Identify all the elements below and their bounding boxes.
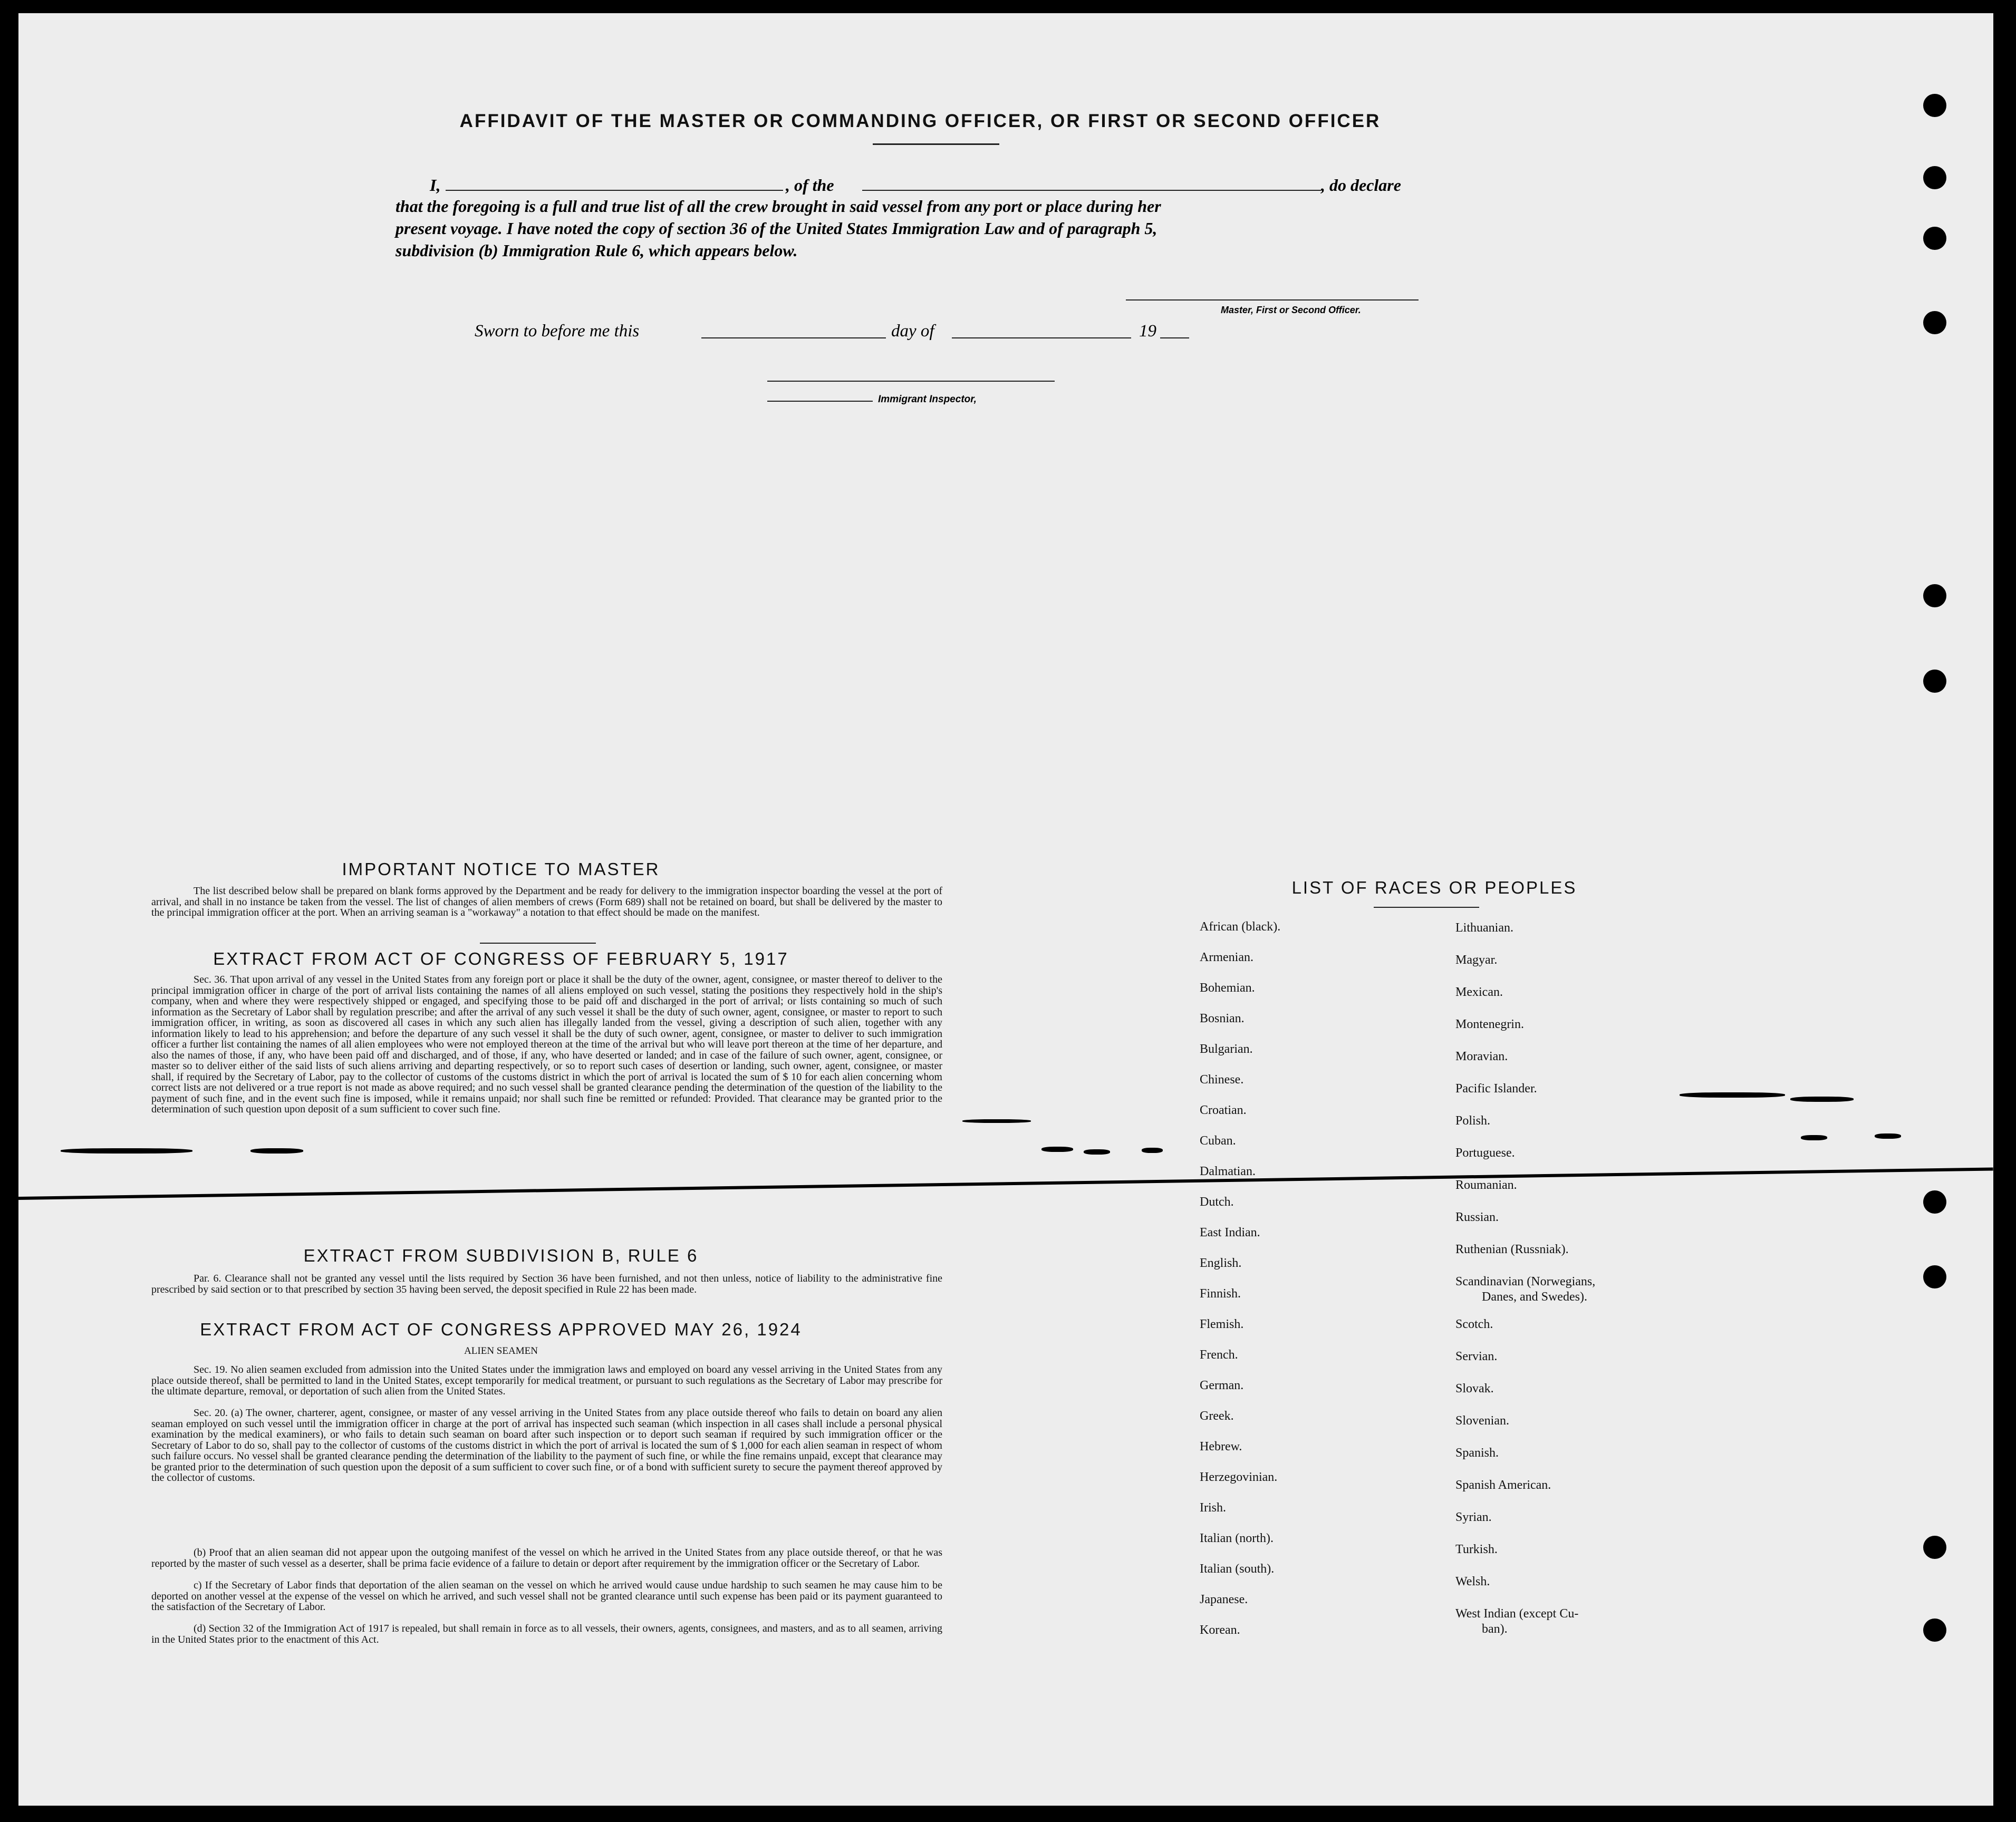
declaration-line-1: that the foregoing is a full and true list of all the crew brought in said vessel from any port or place during her: [396, 197, 1161, 216]
rule6-text: Par. 6. Clearance shall not be granted any vessel until the lists required by Section 36 have been furnished, and not then unless, notice of liability to the administrative fine prescribed by said section or to that prescribed by section 35 having been served, the deposit specified in Rule 22 has been made.: [151, 1273, 942, 1295]
race-item: Cuban.: [1200, 1134, 1236, 1148]
extract-1924-title: EXTRACT FROM ACT OF CONGRESS APPROVED MAY 26, 1924: [200, 1320, 802, 1339]
race-item: Ruthenian (Russniak).: [1455, 1243, 1569, 1256]
binder-hole: [1923, 584, 1946, 607]
race-item: Finnish.: [1200, 1287, 1241, 1301]
rule6-title: EXTRACT FROM SUBDIVISION B, RULE 6: [303, 1246, 699, 1265]
race-item: German.: [1200, 1379, 1244, 1392]
binder-hole: [1923, 1619, 1946, 1642]
race-item: Syrian.: [1455, 1510, 1492, 1524]
race-item: Spanish.: [1455, 1446, 1499, 1460]
race-item: Magyar.: [1455, 953, 1498, 967]
extract-1917-text: Sec. 36. That upon arrival of any vessel in the United States from any foreign port or place it shall be the duty of the owner, agent, consignee, or master thereof to deliver to the principal immigration officer in charge of the port of arrival lists containing the names of all aliens employed on such vessel, stating the positions they respectively hold in the ship's company, when and where they were respectively shipped or engaged, and specifying those to be paid off and discharged in the port of arrival; or lists containing so much of such information as the Secretary of Labor shall by regulation prescribe; and after the arrival of any such vessel it shall be the duty of such owner, agent, consignee, or master to report to such immigration officer, in writing, as soon as discovered all cases in which any such alien has illegally landed from the vessel, giving a description of such alien, together with any information likely to lead to his apprehension; and before the departure of any such vessel it shall be the duty of such owner, agent, consignee, or master to deliver to such immigration officer a further list containing the names of all alien employees who were not employed thereon at the time of the arrival but who will leave port thereon at the time of her departure, and also the names of those, if any, who have been paid off and discharged, and of those, if any, who have deserted or landed; and in case of the failure of such owner, agent, consignee, or master so to deliver either of the said lists of such aliens arriving and departing respectively, or so to report such cases of desertion or landing, such owner, agent, consignee, or master shall, if required by the Secretary of Labor, pay to the collector of customs of the customs district in which the port of arrival is located the sum of $ 10 for each alien concerning whom correct lists are not delivered or a true report is not made as above required; and no such vessel shall be granted clearance pending the determination of the question of the liability to the payment of such fine, and in the event such fine is imposed, while it remains unpaid; nor shall such fine be remitted or refunded: Provided. That clearance may be granted prior to the determination of such question upon deposit of a sum sufficient to cover such fine.: [151, 974, 942, 1115]
declaration-of-the: , of the: [786, 176, 834, 195]
race-item: Pacific Islander.: [1455, 1082, 1537, 1096]
race-item: Armenian.: [1200, 951, 1253, 964]
scan-smudge: [1790, 1097, 1854, 1102]
binder-hole: [1923, 1536, 1946, 1559]
race-item: Montenegrin.: [1455, 1017, 1524, 1031]
scan-smudge: [1801, 1135, 1827, 1140]
race-item: Turkish.: [1455, 1543, 1498, 1556]
sec20-c-text: c) If the Secretary of Labor finds that deportation of the alien seaman on the vessel on which he arrived would cause undue hardship to such seamen he may cause him to be deported on another vessel at the expense of the vessel on which he arrived, and such vessel shall not be granted clearance until such expense has been paid or its payment guaranteed to the satisfaction of the Secretary of Labor.: [151, 1579, 942, 1613]
year-label: 19: [1139, 322, 1156, 341]
vessel-blank: [862, 190, 1321, 191]
race-item: Servian.: [1455, 1350, 1498, 1363]
race-item: Hebrew.: [1200, 1440, 1242, 1453]
notice-divider: [480, 943, 596, 944]
race-item: ban).: [1482, 1622, 1508, 1636]
race-item: Mexican.: [1455, 985, 1503, 999]
inspector-label: Immigrant Inspector,: [878, 394, 977, 405]
races-title: LIST OF RACES OR PEOPLES: [1291, 878, 1577, 897]
race-item: Korean.: [1200, 1623, 1240, 1637]
race-item: Roumanian.: [1455, 1178, 1517, 1192]
race-item: Polish.: [1455, 1114, 1491, 1128]
binder-hole: [1923, 311, 1946, 334]
race-item: Greek.: [1200, 1409, 1234, 1423]
race-item: West Indian (except Cu-: [1455, 1607, 1579, 1621]
race-item: Herzegovinian.: [1200, 1470, 1278, 1484]
race-item: Russian.: [1455, 1210, 1499, 1224]
race-item: Portuguese.: [1455, 1146, 1515, 1160]
name-blank: [446, 190, 783, 191]
binder-hole: [1923, 1265, 1946, 1288]
binder-hole: [1923, 1190, 1946, 1214]
title-underline: [873, 143, 999, 145]
master-signature-line: [1126, 299, 1419, 301]
race-item: Croatian.: [1200, 1103, 1247, 1117]
race-item: Scotch.: [1455, 1317, 1493, 1331]
form-page: [18, 13, 1993, 1806]
race-item: Italian (south).: [1200, 1562, 1275, 1576]
race-item: Bulgarian.: [1200, 1042, 1253, 1056]
race-item: Chinese.: [1200, 1073, 1244, 1087]
race-item: Dutch.: [1200, 1195, 1234, 1209]
sworn-month-blank: [952, 337, 1131, 338]
race-item: East Indian.: [1200, 1226, 1260, 1239]
race-item: Bosnian.: [1200, 1012, 1245, 1025]
declaration-do-declare: , do declare: [1321, 176, 1401, 195]
sec20-text: Sec. 20. (a) The owner, charterer, agent, consignee, or master of any vessel arriving in the United States from any place outside thereof who fails to detain on board any alien seaman employed on such vessel until the immigration officer in charge at the port of arrival has inspected such seaman (which inspection in all cases shall include a personal physical examination by the medical examiners), or who fails to detain such seaman on board after such inspection or to deport such seaman if required by such immigration officer or the Secretary of Labor to do so, shall pay to the collector of customs of the customs district in which the port of arrival is located the sum of $ 1,000 for each alien seaman in respect of whom such failure occurs. No vessel shall be granted clearance pending the determination of the liability to the payment of such fine, or while the fine remains unpaid, except that clearance may be granted prior to the determination of such question upon the deposit of a sum sufficient to cover such fine, or of a bond with sufficient surety to secure the payment thereof approved by the collector of customs.: [151, 1407, 942, 1484]
race-item: English.: [1200, 1256, 1242, 1270]
scan-crease-line: [18, 1167, 1993, 1200]
extract-1924-subtitle: ALIEN SEAMEN: [464, 1345, 538, 1356]
scan-smudge: [962, 1119, 1031, 1123]
declaration-i: I,: [430, 176, 441, 195]
race-item: African (black).: [1200, 920, 1281, 934]
races-underline: [1374, 907, 1479, 908]
affidavit-title: AFFIDAVIT OF THE MASTER OR COMMANDING OFFICER, OR FIRST OR SECOND OFFICER: [459, 111, 1381, 131]
binder-hole: [1923, 227, 1946, 250]
extract-1917-title: EXTRACT FROM ACT OF CONGRESS OF FEBRUARY 5, 1917: [213, 949, 789, 968]
scan-smudge: [250, 1148, 303, 1154]
scan-smudge: [1084, 1149, 1110, 1155]
race-item: Japanese.: [1200, 1593, 1248, 1606]
race-item: Irish.: [1200, 1501, 1226, 1515]
race-item: Italian (north).: [1200, 1532, 1274, 1545]
declaration-line-2: present voyage. I have noted the copy of section 36 of the United States Immigration Law and of paragraph 5,: [396, 219, 1157, 238]
binder-hole: [1923, 94, 1946, 117]
inspector-line: [767, 401, 873, 402]
race-item: Flemish.: [1200, 1317, 1244, 1331]
sec19-text: Sec. 19. No alien seamen excluded from admission into the United States under the immigration laws and employed on board any vessel arriving in the United States from any place outside thereof, shall be permitted to land in the United States, except temporarily for medical treatment, or pursuant to such regulations as the Secretary of Labor may prescribe for the ultimate departure, removal, or deportation of such alien from the United States.: [151, 1364, 942, 1397]
inspector-line-top: [767, 381, 1055, 382]
binder-hole: [1923, 670, 1946, 693]
race-item: Spanish American.: [1455, 1478, 1551, 1492]
race-item: Lithuanian.: [1455, 921, 1513, 935]
scan-smudge: [1875, 1133, 1901, 1139]
master-signature-label: Master, First or Second Officer.: [1221, 305, 1361, 315]
year-blank: [1160, 337, 1189, 338]
race-item: Slovak.: [1455, 1382, 1494, 1395]
sworn-label: Sworn to before me this: [475, 322, 640, 341]
race-item: Welsh.: [1455, 1575, 1490, 1588]
scan-smudge: [1142, 1148, 1163, 1153]
race-item: French.: [1200, 1348, 1238, 1362]
race-item: Bohemian.: [1200, 981, 1255, 995]
scan-smudge: [61, 1148, 192, 1154]
scan-smudge: [1680, 1092, 1785, 1098]
notice-text: The list described below shall be prepared on blank forms approved by the Department and be ready for delivery to the immigration inspector boarding the vessel at the port of arrival, and shall in no instance be taken from the vessel. The list of changes of alien members of crews (Form 689) shall not be retained on board, but shall be delivered by the master to the principal immigration officer at the port. When an arriving seaman is a "workaway" a notation to that effect should be made on the manifest.: [151, 885, 942, 918]
notice-title: IMPORTANT NOTICE TO MASTER: [342, 859, 660, 879]
scan-smudge: [1041, 1147, 1073, 1152]
race-item: Moravian.: [1455, 1050, 1508, 1063]
binder-hole: [1923, 166, 1946, 189]
sec20-b-text: (b) Proof that an alien seaman did not appear upon the outgoing manifest of the vessel on which he arrived in the United States from any place outside thereof, or that he was reported by the master of such vessel as a deserter, shall be prima facie evidence of a failure to detain or deport after requirement by the immigration officer or the Secretary of Labor.: [151, 1547, 942, 1569]
sec20-d-text: (d) Section 32 of the Immigration Act of 1917 is repealed, but shall remain in force as to all vessels, their owners, agents, consignees, and masters, and as to all seamen, arriving in the United States prior to the enactment of this Act.: [151, 1623, 942, 1645]
race-item: Dalmatian.: [1200, 1165, 1256, 1178]
race-item: Slovenian.: [1455, 1414, 1509, 1428]
sworn-day-blank: [701, 337, 886, 338]
day-of-label: day of: [891, 322, 934, 341]
declaration-line-3: subdivision (b) Immigration Rule 6, which appears below.: [396, 241, 798, 260]
race-item: Danes, and Swedes).: [1482, 1290, 1587, 1304]
race-item: Scandinavian (Norwegians,: [1455, 1275, 1596, 1288]
